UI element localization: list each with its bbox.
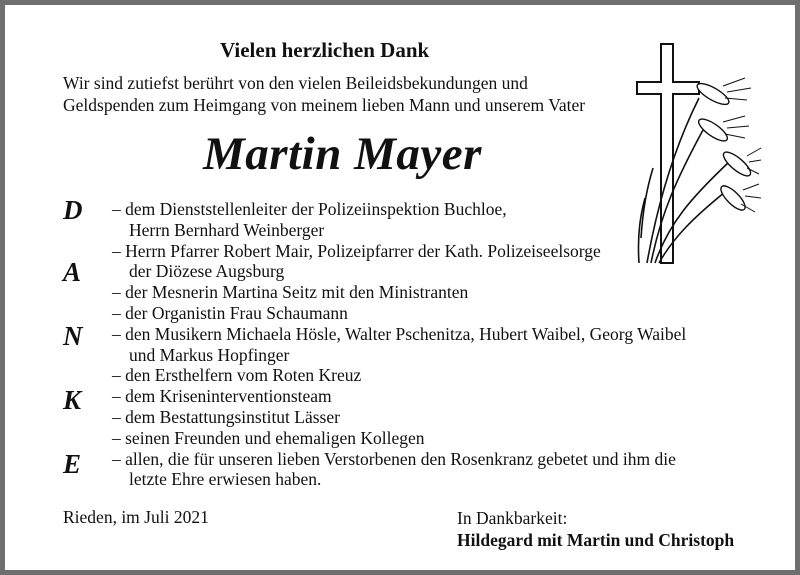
list-item-continuation: der Diözese Augsburg [129,261,285,282]
acrostic-letter-n: N [63,321,83,351]
place-date: Rieden, im Juli 2021 [63,507,209,527]
list-item: – den Ersthelfern vom Roten Kreuz [112,365,362,386]
list-item: – der Mesnerin Martina Seitz mit den Ministranten [112,282,469,303]
acrostic-letter-a: A [63,257,82,287]
list-item: – der Organistin Frau Schaumann [112,302,348,323]
list-item-continuation: letzte Ehre erwiesen haben. [129,469,322,490]
signers: Hildegard mit Martin und Christoph [457,530,735,550]
signature-block [457,507,734,551]
thanks-list [112,199,686,490]
list-item: – Herrn Pfarrer Robert Mair, Polizeipfarrer der Kath. Polizeiseelsorge [112,240,601,261]
deceased-name: Martin Mayer [203,128,482,180]
list-item: – dem Bestattungsinstitut Lässer [112,406,340,427]
acrostic-letter-k: K [63,385,82,415]
intro-line: Geldspenden zum Heimgang von meinem lieben Mann und unserem Vater [63,95,586,115]
heading: Vielen herzlichen Dank [220,38,430,62]
list-item: – dem Dienststellenleiter der Polizeiinspektion Buchloe, [112,199,507,219]
list-item: – seinen Freunden und ehemaligen Kollegen [112,427,425,448]
list-item-continuation: und Markus Hopfinger [129,344,290,365]
intro-text [63,72,585,116]
gratitude-label: In Dankbarkeit: [457,508,568,528]
cross-with-wheat-icon [633,38,763,273]
intro-line: Wir sind zutiefst berührt von den vielen Beileidsbekundungen und [63,73,528,93]
list-item: – dem Kriseninterventionsteam [112,386,332,407]
list-item: – allen, die für unseren lieben Verstorbenen den Rosenkranz gebetet und ihm die [112,448,676,469]
acrostic-letter-d: D [63,195,83,225]
acrostic-letter-e: E [63,449,82,479]
list-item-continuation: Herrn Bernhard Weinberger [129,219,325,240]
list-item: – den Musikern Michaela Hösle, Walter Pschenitza, Hubert Waibel, Georg Waibel [112,323,687,344]
